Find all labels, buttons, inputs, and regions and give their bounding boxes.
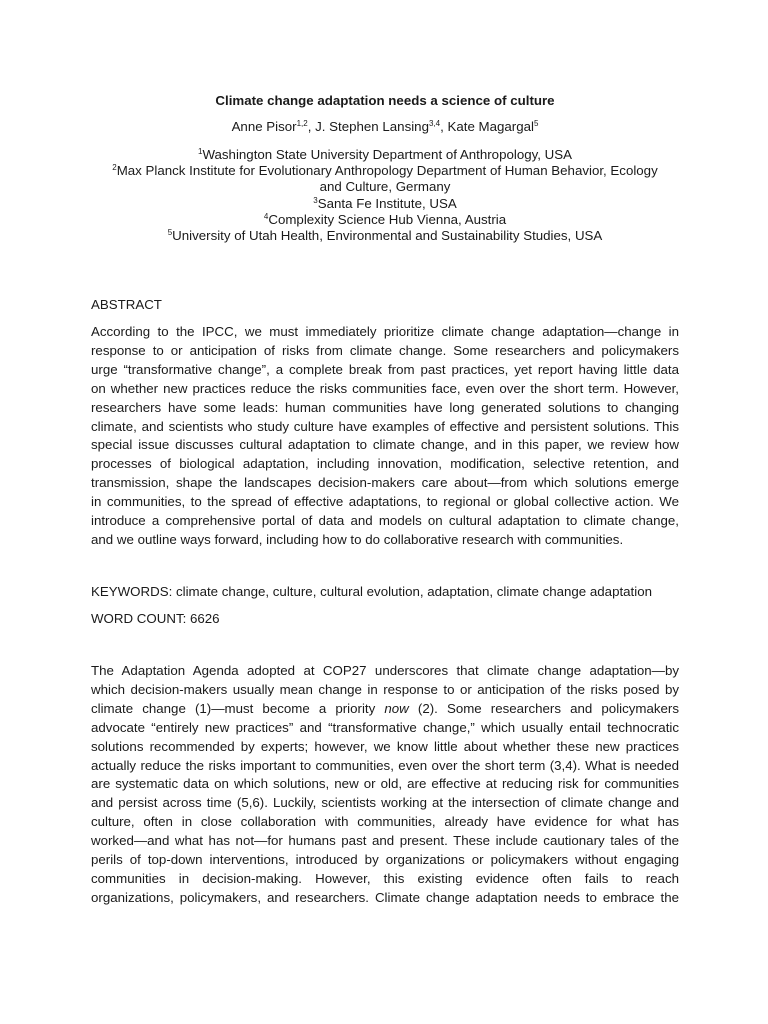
abstract-line: special issue discusses cultural adaptation to climate change, and in this paper, we review how [91,437,679,453]
author-name: Kate Magargal [447,119,534,134]
body-line: actually reduce the risks important to communities, even over the short term (3,4). What is needed [91,757,679,773]
affiliation-marker: 4 [263,211,269,221]
paper-title: Climate change adaptation needs a science of culture [215,93,555,108]
affiliation-text: University of Utah Health, Environmental and Sustainability Studies, USA [172,228,603,244]
affiliation-text: Washington State University Department of Anthropology, USA [202,147,572,162]
main-body-paragraph [91,662,679,908]
abstract-heading: ABSTRACT [91,297,162,312]
body-line: are systematic data on which solutions, new or old, are effective at reducing risk for communities [91,776,679,792]
affiliation-marker: 1 [198,147,203,156]
affiliation-line [91,179,679,195]
affiliation-text: and Culture, Germany [319,179,451,195]
author-name: Anne Pisor [231,119,297,134]
affiliation-marker: 3 [313,195,318,205]
abstract-line: response to or anticipation of risks from climate change. Some researchers and policymakers [91,342,679,358]
affiliation-marker: 2 [112,163,117,173]
body-line: communities in decision-making. However, this existing evidence often fails to reach [91,870,679,886]
author-affiliation-marker: 3,4 [428,119,441,128]
body-line: culture, often in close collaboration with communities, already have evidence for what has [91,814,679,830]
body-line: climate change (1)—must become a priority now (2). Some researchers and policymakers [91,700,679,716]
abstract-line: on whether new practices reduce the risks communities face, even over the short term. However, [91,380,679,396]
abstract-line: urge “transformative change”, a complete break from past practices, yet report having little data [91,361,679,377]
word-count-line: WORD COUNT: 6626 [91,611,220,626]
author-name: J. Stephen Lansing [315,119,429,134]
body-line: solutions recommended by experts; however, we know little about whether these new practices [91,738,679,754]
keywords-line: KEYWORDS: climate change, culture, cultural evolution, adaptation, climate change adaptation [91,584,652,599]
abstract-line: According to the IPCC, we must immediately prioritize climate change adaptation—change in [91,324,679,339]
abstract-line: researchers have some leads: human communities have long generated solutions to changing [91,399,679,415]
author-affiliation-marker: 1,2 [296,119,308,128]
affiliation-text: Max Planck Institute for Evolutionary Anthropology Department of Human Behavior, Ecology [116,163,658,179]
affiliation-line [91,196,679,212]
affiliation-text: Complexity Science Hub Vienna, Austria [268,211,507,227]
abstract-line: introduce a comprehensive portal of data and models on cultural adaptation to climate change, [91,513,679,529]
affiliation-line [91,228,679,244]
body-line: worked—and what has not—for humans past and present. These include cautionary tales of the [91,833,679,849]
emphasis-text: now [384,700,409,716]
abstract-line: processes of biological adaptation, including innovation, modification, selective retention, and [91,456,679,472]
abstract-body [91,323,679,550]
affiliation-text: Santa Fe Institute, USA [317,195,457,211]
affiliation-list [91,147,679,244]
affiliation-marker: 5 [167,228,173,238]
affiliation-line [91,163,679,179]
abstract-line: and we outline ways forward, including how to do collaborative research with communities. [91,531,624,547]
abstract-line: transmission, shape the landscapes decision-makers care about—from which solutions emerge [91,475,679,491]
affiliation-line [91,212,679,228]
body-line: advocate “entirely new practices” and “transformative change,” which usually entail technocratic [91,719,679,735]
author-list: Anne Pisor$^{1,2}$, J. Stephen Lansing$^{3,4}$, Kate Magargal$^5$ [231,119,539,134]
abstract-line: climate, and scientists who study culture have examples of effective and persistent solutions. This [91,418,679,434]
body-line: The Adaptation Agenda adopted at COP27 underscores that climate change adaptation—by [91,663,679,678]
body-line: and persist across time (5,6). Luckily, scientists working at the intersection of climate change and [91,795,679,811]
body-line: organizations, policymakers, and researchers. Climate change adaptation needs to embrace the [91,889,679,905]
author-affiliation-marker: 5 [533,119,539,128]
affiliation-line [91,147,679,163]
body-line: which decision-makers usually mean change in response to or anticipation of the risks posed by [91,681,679,697]
body-line: perils of top-down interventions, introduced by organizations or policymakers without engaging [91,852,679,868]
abstract-line: in communities, to the spread of effective adaptations, to regional or global collective action. We [91,494,679,510]
